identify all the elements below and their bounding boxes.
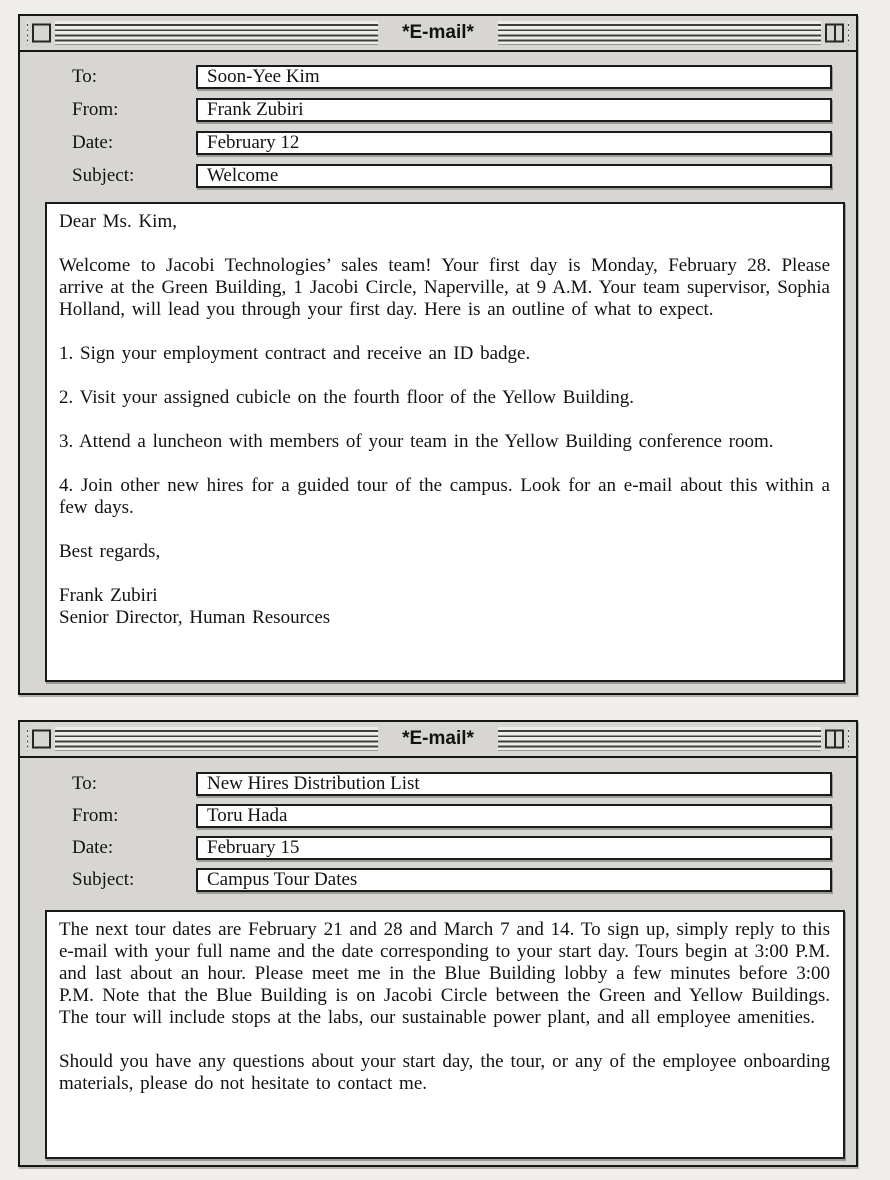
date-field[interactable]: February 15 bbox=[196, 836, 832, 860]
signature-name: Frank Zubiri bbox=[59, 585, 158, 606]
field-row-subject bbox=[72, 164, 856, 188]
email-header bbox=[20, 52, 856, 188]
email-window-2 bbox=[18, 720, 858, 1167]
email-body bbox=[45, 202, 845, 682]
field-label: Subject: bbox=[72, 869, 135, 890]
window-title: *E-mail* bbox=[378, 20, 498, 46]
subject-field[interactable]: Campus Tour Dates bbox=[196, 868, 832, 892]
email-body bbox=[45, 910, 845, 1159]
from-field[interactable]: Frank Zubiri bbox=[196, 98, 832, 122]
field-row-date bbox=[72, 131, 856, 155]
window-title: *E-mail* bbox=[378, 726, 498, 752]
field-label: Date: bbox=[72, 132, 114, 153]
from-field[interactable]: Toru Hada bbox=[196, 804, 832, 828]
body-paragraph: Should you have any questions about your start day, the tour, or any of the employee onboarding materials, please do not hesitate to contact me. bbox=[59, 1051, 830, 1094]
field-row-to bbox=[72, 772, 856, 796]
body-paragraph: The next tour dates are February 21 and 28 and March 7 and 14. To sign up, simply reply to this e-mail with your full name and the date corresponding to your start day. Tours begin at 3:00 P.M. and last about an hour. Please meet me in the Blue Building lobby a few minutes before 3:00 P.M. Note that the Blue Building is on Jacobi Circle between the Green and Yellow Buildings. The tour will include stops at the labs, our sustainable power plant, and all employee amenities. bbox=[59, 919, 830, 1028]
signature-title: Senior Director, Human Resources bbox=[59, 607, 331, 628]
email-header bbox=[20, 758, 856, 892]
field-label: From: bbox=[72, 99, 119, 120]
field-row-from bbox=[72, 804, 856, 828]
close-box-icon[interactable] bbox=[32, 24, 51, 43]
field-label: Subject: bbox=[72, 165, 135, 186]
body-paragraph: Best regards, bbox=[59, 541, 161, 562]
body-paragraph: 4. Join other new hires for a guided tour of the campus. Look for an e-mail about this within a few days. bbox=[59, 475, 830, 518]
field-label: Date: bbox=[72, 837, 114, 858]
field-row-to bbox=[72, 65, 856, 89]
to-field[interactable]: New Hires Distribution List bbox=[196, 772, 832, 796]
window-titlebar bbox=[20, 722, 856, 758]
field-label: From: bbox=[72, 805, 119, 826]
zoom-box-icon[interactable] bbox=[825, 24, 844, 43]
to-field[interactable]: Soon-Yee Kim bbox=[196, 65, 832, 89]
email-window-1 bbox=[18, 14, 858, 695]
zoom-box-inner-icon bbox=[825, 730, 836, 749]
body-paragraph: 2. Visit your assigned cubicle on the fourth floor of the Yellow Building. bbox=[59, 387, 635, 408]
date-field[interactable]: February 12 bbox=[196, 131, 832, 155]
field-row-from bbox=[72, 98, 856, 122]
close-box-icon[interactable] bbox=[32, 730, 51, 749]
body-paragraph: Welcome to Jacobi Technologies’ sales team! Your first day is Monday, February 28. Please arrive at the Green Building, 1 Jacobi Circle, Naperville, at 9 A.M. Your team supervisor, Sophia Holland, will lead you through your first day. Here is an outline of what to expect. bbox=[59, 255, 830, 320]
field-row-subject bbox=[72, 868, 856, 892]
field-row-date bbox=[72, 836, 856, 860]
field-label: To: bbox=[72, 66, 98, 87]
body-paragraph: 3. Attend a luncheon with members of your team in the Yellow Building conference room. bbox=[59, 431, 774, 452]
body-paragraph: Dear Ms. Kim, bbox=[59, 211, 177, 232]
field-label: To: bbox=[72, 773, 98, 794]
zoom-box-inner-icon bbox=[825, 24, 836, 43]
window-titlebar bbox=[20, 16, 856, 52]
subject-field[interactable]: Welcome bbox=[196, 164, 832, 188]
body-paragraph: 1. Sign your employment contract and receive an ID badge. bbox=[59, 343, 531, 364]
zoom-box-icon[interactable] bbox=[825, 730, 844, 749]
